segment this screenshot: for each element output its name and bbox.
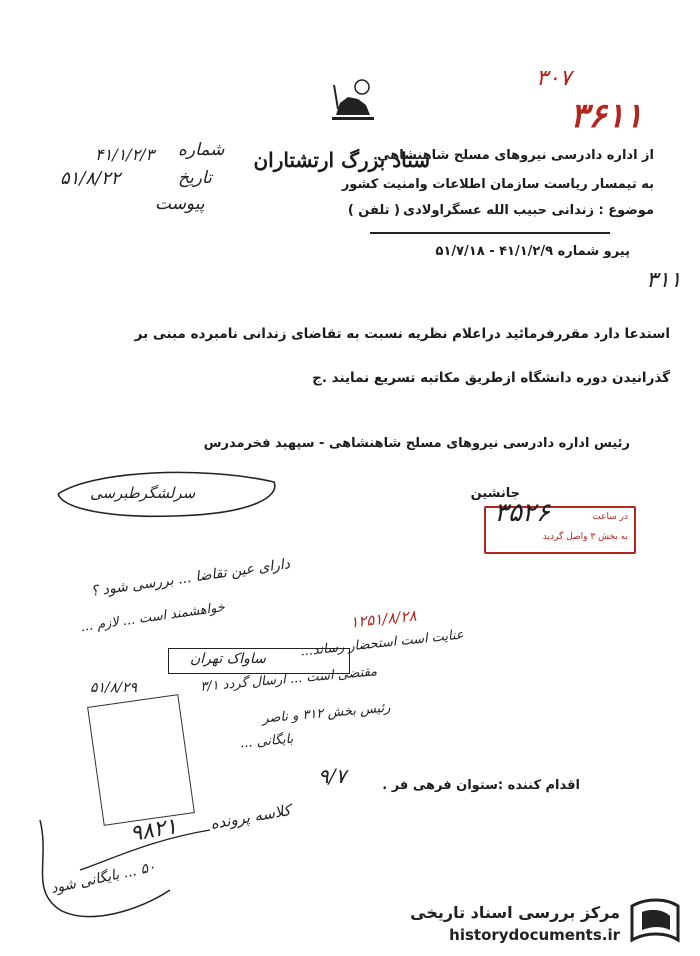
signature-scribble [54,466,284,522]
action-line: اقدام کننده :ستوان فرهی فر . [382,778,580,793]
handwritten-note-4: مقتضی است ... ارسال گردد ۳/۱ [199,664,378,695]
savak-box-text: ساواک تهران [190,651,266,667]
deputy-label: جانشین [470,486,520,501]
org-title: ستاد بزرگ ارتشتاران [253,148,430,172]
watermark-url: historydocuments.ir [449,926,620,944]
subject-line: موضوع : زندانی حبیب الله عسگراولادی [403,203,654,218]
date-label: تاریخ [178,168,212,188]
receipt-number: ۳۵۲۶ [494,498,550,528]
watermark-title: مرکز بررسی اسناد تاریخی [410,903,620,922]
receipt-line-2: به بخش ۳ واصل گردید [542,532,628,542]
reference-line: پیرو شماره ۴۱/۱/۲/۹ - ۵۱/۷/۱۸ [435,244,630,259]
attachment-label: پیوست [155,194,205,214]
handwritten-date-red: ۱۲۵۱/۸/۲۸ [349,606,418,632]
handwritten-fraction: ۹/۷ [318,764,347,788]
handwritten-note-2: خواهشمند است ... لازم ... [79,599,226,636]
subject-note: ( تلفن ) [347,203,400,218]
deputy-signature: سرلشگرطبرسی [90,484,196,502]
handwritten-note-3: عنایت است استحضار رساند... [299,627,465,660]
receipt-line-1: در ساعت [592,512,628,522]
bottom-scribble [20,800,230,930]
number-value: ۴۱/۱/۲/۳ [95,145,155,164]
handwritten-note-6: بایگانی ... [239,731,294,752]
receipt-stamp [484,498,636,554]
reference-underline [370,232,610,234]
lion-and-sun-emblem [328,75,380,127]
number-label: شماره [178,140,225,160]
from-line: از اداره دادرسی نیروهای مسلح شاهنشاهی [377,148,654,163]
to-line: به تیمسار ریاست سازمان اطلاعات وامنیت کشور [341,177,654,192]
date-value: ۵۱/۸/۲۲ [60,168,121,189]
handwritten-date-left: ۵۱/۸/۲۹ [90,680,138,696]
body-line-2: گذرانیدن دوره دانشگاه ازطریق مکاتبه تسریع نمایند .ج [312,370,670,386]
stamp-number: ۳۶۱۱ [570,96,644,136]
corner-mark: ۳۰۷ [536,66,572,91]
chief-signature-line: رئیس اداره دادرسی نیروهای مسلح شاهنشاهی - سپهبد فخرمدرس [203,436,630,451]
handwritten-note-5: رئیس بخش ۳۱۲ و ناصر [261,700,391,727]
side-number: ۳۱۱ [646,268,682,293]
archive-number: ۹۸۲۱ [128,814,180,847]
document-logo-icon [626,896,682,948]
body-line-1: استدعا دارد مقررفرمائید دراعلام نظریه نسبت به تقاضای زندانی نامبرده مبنی بر [134,326,670,342]
bottom-note: ۵۰ ... بایگانی شود [49,859,158,897]
archive-label: کلاسه پرونده [209,801,293,833]
handwritten-note-1: دارای عین تقاضا ... بررسی شود ؟ [89,556,291,600]
